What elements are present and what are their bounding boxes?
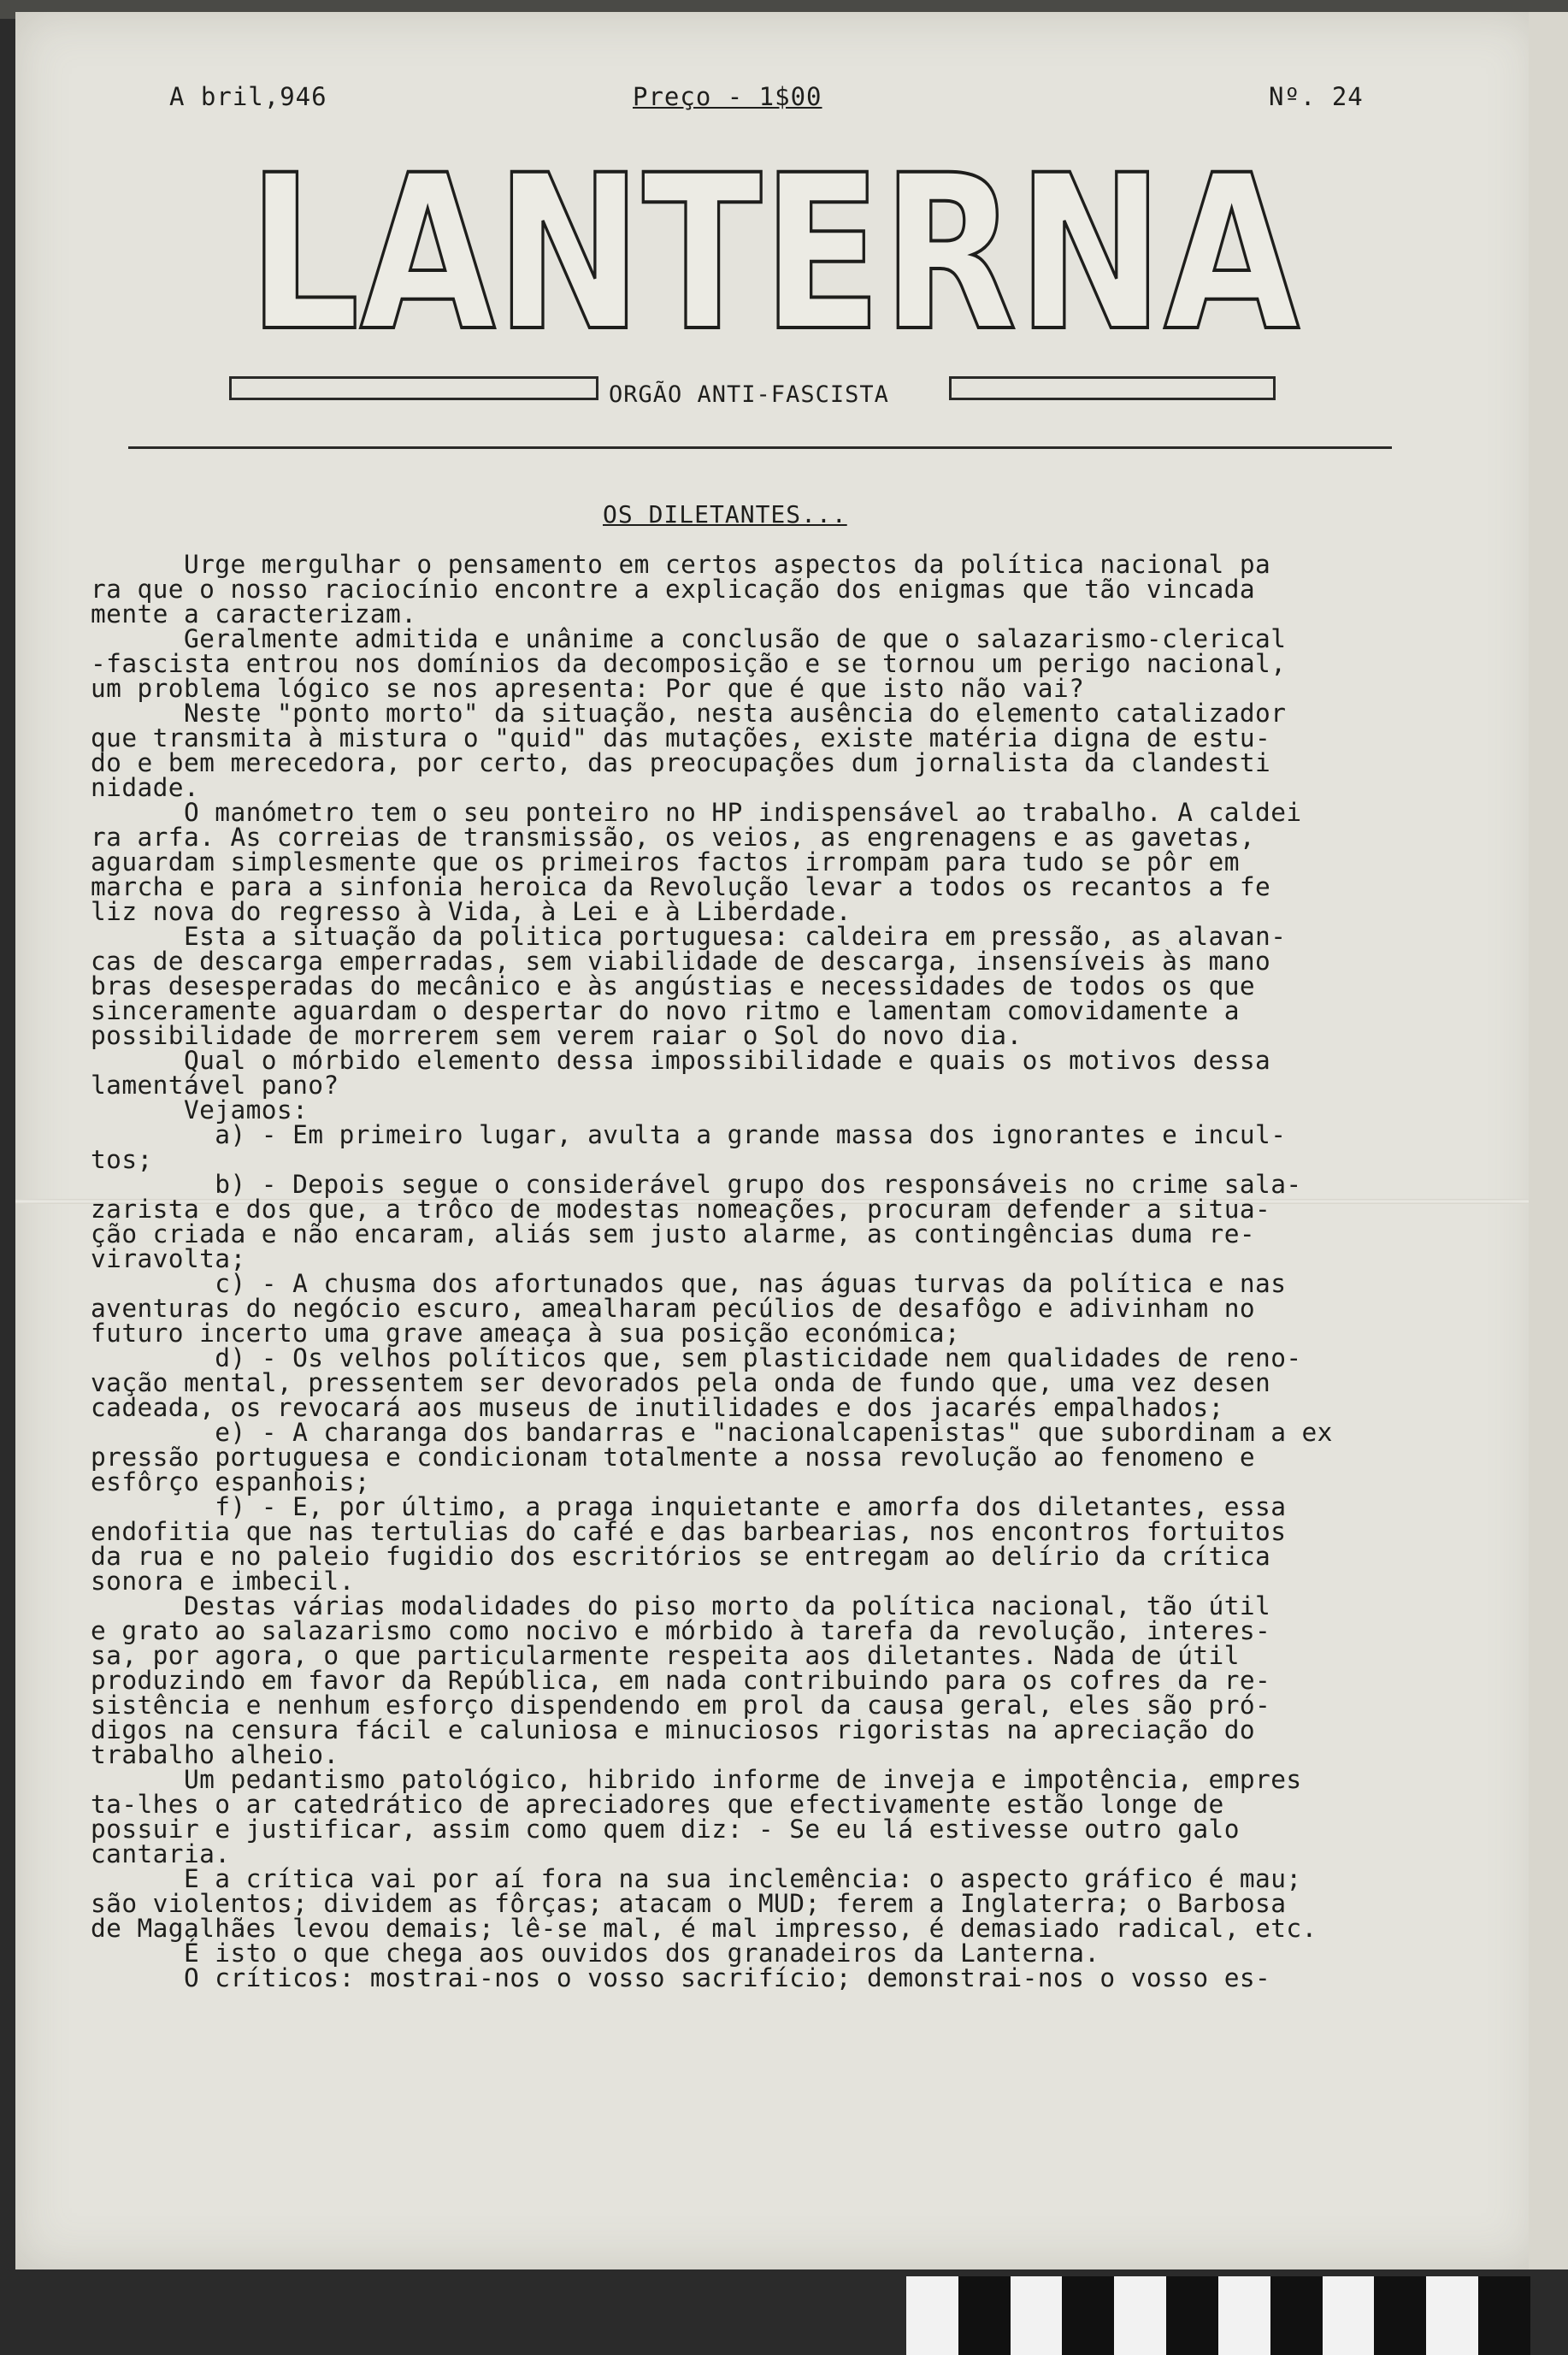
article-line: cantaria. xyxy=(91,1839,231,1868)
article-line: Esta a situação da politica portuguesa: caldeira em pressão, as alavan- xyxy=(91,922,1287,951)
article-line: digos na censura fácil e caluniosa e minuciosos rigoristas na apreciação do xyxy=(91,1715,1256,1744)
article-line: Um pedantismo patológico, hibrido informe de inveja e impotência, empres xyxy=(91,1765,1302,1794)
article-line: sinceramente aguardam o despertar do novo ritmo e lamentam comovidamente a xyxy=(91,996,1240,1025)
masthead xyxy=(239,129,1308,378)
scale-segment xyxy=(1374,2276,1426,2355)
article-line: aventuras do negócio escuro, amealharam pecúlios de desafôgo e adivinham no xyxy=(91,1294,1256,1323)
scale-segment xyxy=(1478,2276,1530,2355)
article-line: sonora e imbecil. xyxy=(91,1567,355,1596)
article-line: um problema lógico se nos apresenta: Por que é que isto não vai? xyxy=(91,674,1085,703)
article-line: O críticos: mostrai-nos o vosso sacrifício; demonstrai-nos o vosso es- xyxy=(91,1963,1271,1992)
article-line: f) - E, por último, a praga inquietante e amorfa dos diletantes, essa xyxy=(91,1492,1287,1521)
masthead-bar-left xyxy=(229,376,598,400)
masthead-title: LANTERNA xyxy=(248,129,1300,378)
issue-date: A bril,946 xyxy=(169,82,327,111)
article-line: futuro incerto uma grave ameaça à sua posição económica; xyxy=(91,1319,960,1348)
article-line: viravolta; xyxy=(91,1244,246,1273)
article-line: Neste "ponto morto" da situação, nesta ausência do elemento catalizador xyxy=(91,699,1287,728)
article-line: sa, por agora, o que particularmente respeita aos diletantes. Nada de útil xyxy=(91,1641,1240,1670)
header-divider xyxy=(128,446,1392,449)
article-line: esfôrço espanhois; xyxy=(91,1467,370,1496)
article-line: e grato ao salazarismo como nocivo e mórbido à tarefa da revolução, interes- xyxy=(91,1616,1271,1645)
adjacent-page-edge xyxy=(1529,12,1568,2269)
article-line: produzindo em favor da República, em nada contribuindo para os cofres da re- xyxy=(91,1666,1271,1695)
scale-segment xyxy=(1323,2276,1375,2355)
scale-segment xyxy=(1166,2276,1218,2355)
article-line: e) - A charanga dos bandarras e "nacionalcapenistas" que subordinam a ex xyxy=(91,1418,1333,1447)
article-line: Qual o mórbido elemento dessa impossibilidade e quais os motivos dessa xyxy=(91,1046,1271,1075)
article-line: Destas várias modalidades do piso morto da política nacional, tão útil xyxy=(91,1591,1271,1620)
masthead-subtitle: ORGÃO ANTI-FASCISTA xyxy=(609,381,889,408)
article-line: nidade. xyxy=(91,773,200,802)
article-line: vação mental, pressentem ser devorados pela onda de fundo que, uma vez desen xyxy=(91,1368,1271,1397)
scale-segment xyxy=(1218,2276,1270,2355)
article-line: cadeada, os revocará aos museus de inutilidades e dos jacarés empalhados; xyxy=(91,1393,1224,1422)
article-line: pressão portuguesa e condicionam totalmente a nossa revolução ao fenomeno e xyxy=(91,1443,1256,1472)
scale-segment xyxy=(958,2276,1011,2355)
article-line: zarista e dos que, a trôco de modestas nomeações, procuram defender a situa- xyxy=(91,1195,1271,1224)
article-line: possibilidade de morrerem sem verem raiar o Sol do novo dia. xyxy=(91,1021,1023,1050)
article-line: tos; xyxy=(91,1145,153,1174)
article-line: a) - Em primeiro lugar, avulta a grande massa dos ignorantes e incul- xyxy=(91,1120,1287,1149)
scale-segment xyxy=(1062,2276,1114,2355)
scale-segment xyxy=(1011,2276,1063,2355)
article-line: são violentos; dividem as fôrças; atacam o MUD; ferem a Inglaterra; o Barbosa xyxy=(91,1889,1287,1918)
article-line: E a crítica vai por aí fora na sua inclemência: o aspecto gráfico é mau; xyxy=(91,1864,1302,1893)
issue-number: Nº. 24 xyxy=(1269,82,1364,111)
article-line: endofitia que nas tertulias do café e das barbearias, nos encontros fortuitos xyxy=(91,1517,1287,1546)
scale-segment xyxy=(1270,2276,1323,2355)
masthead-bar-right xyxy=(949,376,1276,400)
article-line: sistência e nenhum esforço dispendendo em prol da causa geral, eles são pró- xyxy=(91,1691,1271,1720)
article-body xyxy=(91,552,1459,1991)
article-line: bras desesperadas do mecânico e às angústias e necessidades de todos os que xyxy=(91,971,1256,1000)
article-line: c) - A chusma dos afortunados que, nas águas turvas da política e nas xyxy=(91,1269,1287,1298)
article-line: que transmita à mistura o "quid" das mutações, existe matéria digna de estu- xyxy=(91,723,1271,753)
article-line: b) - Depois segue o considerável grupo dos responsáveis no crime sala- xyxy=(91,1170,1302,1199)
article-line: ra que o nosso raciocínio encontre a explicação dos enigmas que tão vincada xyxy=(91,575,1256,604)
article-line: O manómetro tem o seu ponteiro no HP indispensável ao trabalho. A caldei xyxy=(91,798,1302,827)
article-line: do e bem merecedora, por certo, das preocupações dum jornalista da clandesti xyxy=(91,748,1271,777)
article-line: É isto o que chega aos ouvidos dos granadeiros da Lanterna. xyxy=(91,1939,1100,1968)
issue-price: Preço - 1$00 xyxy=(633,82,822,111)
article-line: de Magalhães levou demais; lê-se mal, é mal impresso, é demasiado radical, etc. xyxy=(91,1914,1317,1943)
article-line: ta-lhes o ar catedrático de apreciadores que efectivamente estão longe de xyxy=(91,1790,1224,1819)
article-line: Urge mergulhar o pensamento em certos aspectos da política nacional pa xyxy=(91,550,1271,579)
article-line: cas de descarga emperradas, sem viabilidade de descarga, insensíveis às mano xyxy=(91,947,1271,976)
article-line: -fascista entrou nos domínios da decomposição e se tornou um perigo nacional, xyxy=(91,649,1287,678)
article-line: da rua e no paleio fugidio dos escritórios se entregam ao delírio da crítica xyxy=(91,1542,1271,1571)
scale-segment xyxy=(1114,2276,1166,2355)
scale-segment xyxy=(1426,2276,1478,2355)
article-line: Vejamos: xyxy=(91,1095,309,1124)
article-line: ra arfa. As correias de transmissão, os veios, as engrenagens e as gavetas, xyxy=(91,823,1256,852)
article-line: lamentável pano? xyxy=(91,1071,339,1100)
scale-segment xyxy=(906,2276,958,2355)
article-line: Geralmente admitida e unânime a conclusão de que o salazarismo-clerical xyxy=(91,624,1287,653)
article-line: aguardam simplesmente que os primeiros factos irrompam para tudo se pôr em xyxy=(91,847,1240,876)
article-line: d) - Os velhos políticos que, sem plasticidade nem qualidades de reno- xyxy=(91,1343,1302,1372)
color-calibration-scale xyxy=(906,2276,1530,2355)
article-line: possuir e justificar, assim como quem diz: - Se eu lá estivesse outro galo xyxy=(91,1815,1240,1844)
article-line: trabalho alheio. xyxy=(91,1740,339,1769)
article-line: mente a caracterizam. xyxy=(91,599,417,629)
article-line: liz nova do regresso à Vida, à Lei e à Liberdade. xyxy=(91,897,852,926)
article-title: OS DILETANTES... xyxy=(603,500,847,528)
article-line: ção criada e não encaram, aliás sem justo alarme, as contingências duma re- xyxy=(91,1219,1256,1248)
article-line: marcha e para a sinfonia heroica da Revolução levar a todos os recantos a fe xyxy=(91,872,1271,901)
